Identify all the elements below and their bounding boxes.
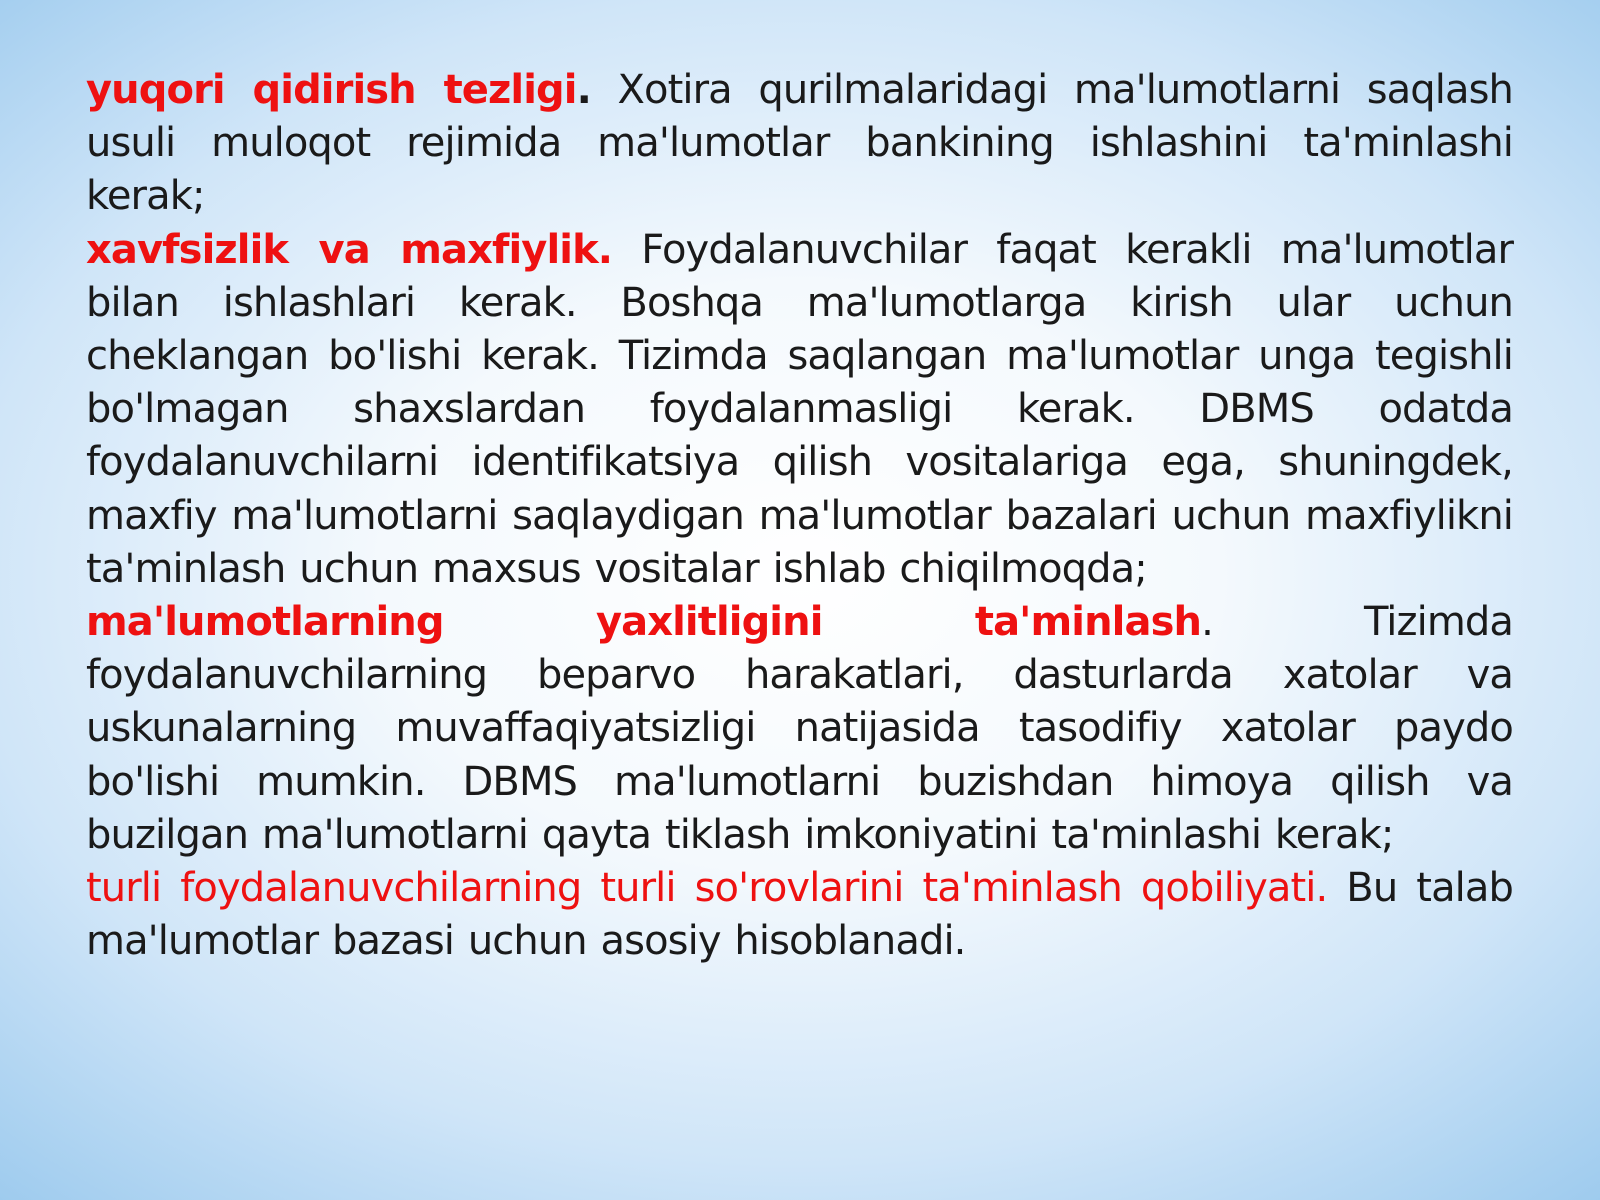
paragraph-data-integrity — [86, 596, 1513, 862]
keyword-data-integrity-punct: . Tizimda — [1201, 599, 1513, 646]
keyword-data-integrity: ma'lumotlarning yaxlitligini ta'minlash — [86, 599, 1202, 646]
slide-body — [86, 64, 1513, 968]
paragraph-security-privacy-text: Foydalanuvchilar faqat kerakli ma'lumotlar bilan ishlashlari kerak. Boshqa ma'lumotlarga kirish ular uchun cheklangan bo'lishi kerak. Tizimda saqlangan ma'lumotlar unga tegishli bo'lmagan shaxslardan foydalanmasligi kerak. DBMS odatda foydalanuvchilarni identifikatsiya qilish vositalariga ega, shuningdek, maxfiy ma'lumotlarni saqlaydigan ma'lumotlar bazalari uchun maxfiylikni ta'minlash uchun maxsus vositalar ishlab chiqilmoqda; — [86, 226, 1513, 592]
paragraph-multi-query — [86, 862, 1513, 968]
paragraph-search-speed-text: Xotira qurilmalaridagi ma'lumotlarni saqlash usuli muloqot rejimida ma'lumotlar bankining ishlashini ta'minlashi kerak; — [86, 67, 1514, 220]
keyword-multi-query: turli foydalanuvchilarning turli so'rovlarini ta'minlash qobiliyati. — [86, 865, 1328, 912]
keyword-security-privacy: xavfsizlik va maxfiylik. — [86, 226, 613, 273]
paragraph-data-integrity-text: foydalanuvchilarning beparvo harakatlari, dasturlarda xatolar va uskunalarning muvaffaqiyatsizligi natijasida tasodifiy xatolar paydo bo'lishi mumkin. DBMS ma'lumotlarni buzishdan himoya qilish va buzilgan ma'lumotlarni qayta tiklash imkoniyatini ta'minlashi kerak; — [86, 652, 1513, 858]
paragraph-data-integrity-first-line — [86, 596, 1513, 649]
keyword-search-speed-punct: . — [576, 67, 591, 113]
paragraph-security-privacy — [86, 224, 1513, 596]
keyword-search-speed: yuqori qidirish tezligi — [86, 67, 577, 113]
paragraph-search-speed — [86, 64, 1513, 224]
paragraph-multi-query-text: Bu talab ma'lumotlar bazasi uchun asosiy hisoblanadi. — [86, 865, 1513, 965]
